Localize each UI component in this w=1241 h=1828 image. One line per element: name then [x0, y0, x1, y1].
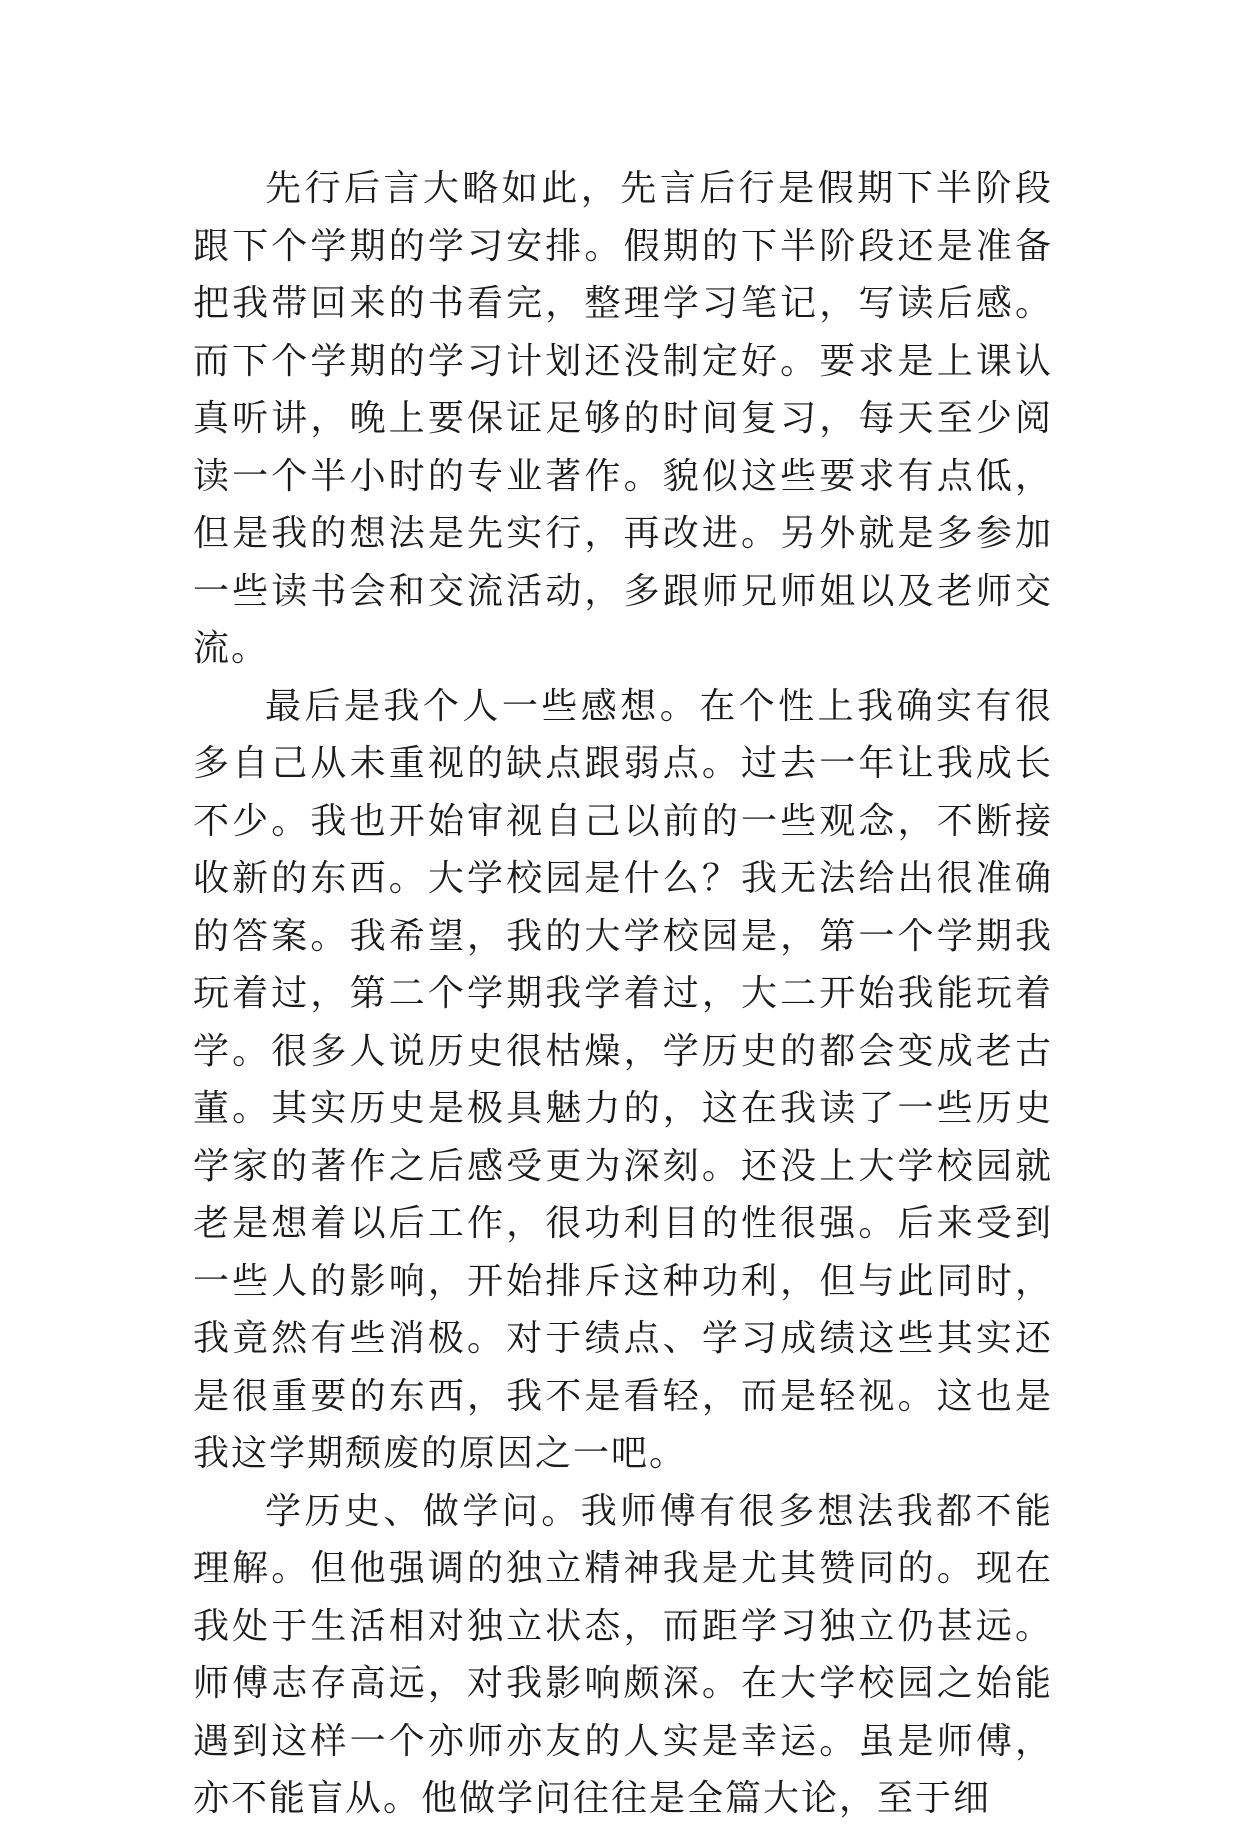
- paragraph-mentor: 学历史、做学问。我师傅有很多想法我都不能理解。但他强调的独立精神我是尤其赞同的。现在我处于生活相对独立状态，而距学习独立仍甚远。师傅志存高远，对我影响颇深。在大学校园之始能遇到这样一个亦师亦友的人实是幸运。虽是师傅，亦不能盲从。他做学问往往是全篇大论，至于细: [193, 1490, 1053, 1819]
- paragraph-reflections: 最后是我个人一些感想。在个性上我确实有很多自己从未重视的缺点跟弱点。过去一年让我成长不少。我也开始审视自己以前的一些观念，不断接收新的东西。大学校园是什么？我无法给出很准确的答案。我希望，我的大学校园是，第一个学期我玩着过，第二个学期我学着过，大二开始我能玩着学。很多人说历史很枯燥，学历史的都会变成老古董。其实历史是极具魅力的，这在我读了一些历史学家的著作之后感受更为深刻。还没上大学校园就老是想着以后工作，很功利目的性很强。后来受到一些人的影响，开始排斥这种功利，但与此同时，我竟然有些消极。对于绩点、学习成绩这些其实还是很重要的东西，我不是看轻，而是轻视。这也是我这学期颓废的原因之一吧。: [193, 685, 1053, 1474]
- paragraph-plan: 先行后言大略如此，先言后行是假期下半阶段跟下个学期的学习安排。假期的下半阶段还是准备把我带回来的书看完，整理学习笔记，写读后感。而下个学期的学习计划还没制定好。要求是上课认真听讲，晚上要保证足够的时间复习，每天至少阅读一个半小时的专业著作。貌似这些要求有点低，但是我的想法是先实行，再改进。另外就是多参加一些读书会和交流活动，多跟师兄师姐以及老师交流。: [193, 168, 1053, 669]
- body-text: [193, 160, 1053, 1828]
